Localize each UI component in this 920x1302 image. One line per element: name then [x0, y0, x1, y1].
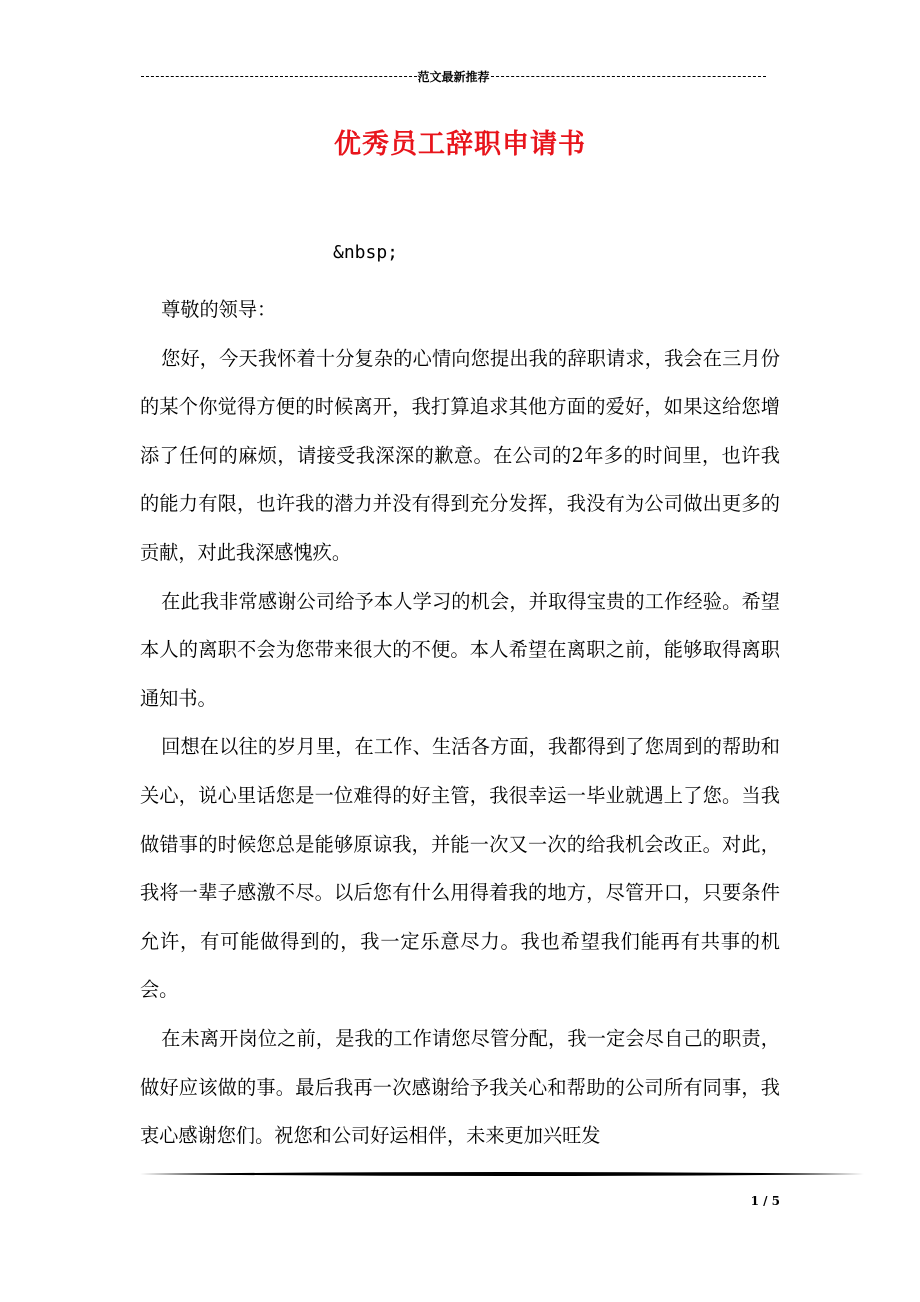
- letter-body: [140, 286, 780, 1161]
- paragraph-4: 在未离开岗位之前，是我的工作请您尽管分配，我一定会尽自己的职责，做好应该做的事。最后我再一次感谢给予我关心和帮助的公司所有同事，我衷心感谢您们。祝您和公司好运相伴，未来更加兴旺发: [140, 1026, 780, 1148]
- paragraph-3: 回想在以往的岁月里，在工作、生活各方面，我都得到了您周到的帮助和关心，说心里话您是一位难得的好主管，我很幸运一毕业就遇上了您。当我做错事的时候您总是能够原谅我，并能一次又一次的给我机会改正。对此，我将一辈子感激不尽。以后您有什么用得着我的地方，尽管开口，只要条件允许，有可能做得到的，我一定乐意尽力。我也希望我们能再有共事的机会。: [140, 735, 780, 1002]
- paragraph-2: 在此我非常感谢公司给予本人学习的机会，并取得宝贵的工作经验。希望本人的离职不会为您带来很大的不便。本人希望在离职之前，能够取得离职通知书。: [140, 589, 780, 710]
- document-title: 优秀员工辞职申请书: [334, 129, 586, 160]
- paragraph-1: 您好，今天我怀着十分复杂的心情向您提出我的辞职请求，我会在三月份的某个你觉得方便的时候离开，我打算追求其他方面的爱好，如果这给您增添了任何的麻烦，请接受我深深的歉意。在公司的2年多的时间里，也许我的能力有限，也许我的潜力并没有得到充分发挥，我没有为公司做出更多的贡献，对此我深感愧疚。: [140, 346, 780, 564]
- salutation: 尊敬的领导：: [161, 298, 277, 321]
- nbsp-placeholder-text: &nbsp;: [333, 242, 399, 263]
- header-right-dashes: [491, 76, 767, 77]
- header-left-dashes: [141, 76, 417, 77]
- footer-divider: [140, 1170, 864, 1178]
- page-header: [140, 68, 767, 84]
- header-label: 范文最新推荐: [417, 69, 490, 84]
- page-number: 1 / 5: [750, 1194, 780, 1208]
